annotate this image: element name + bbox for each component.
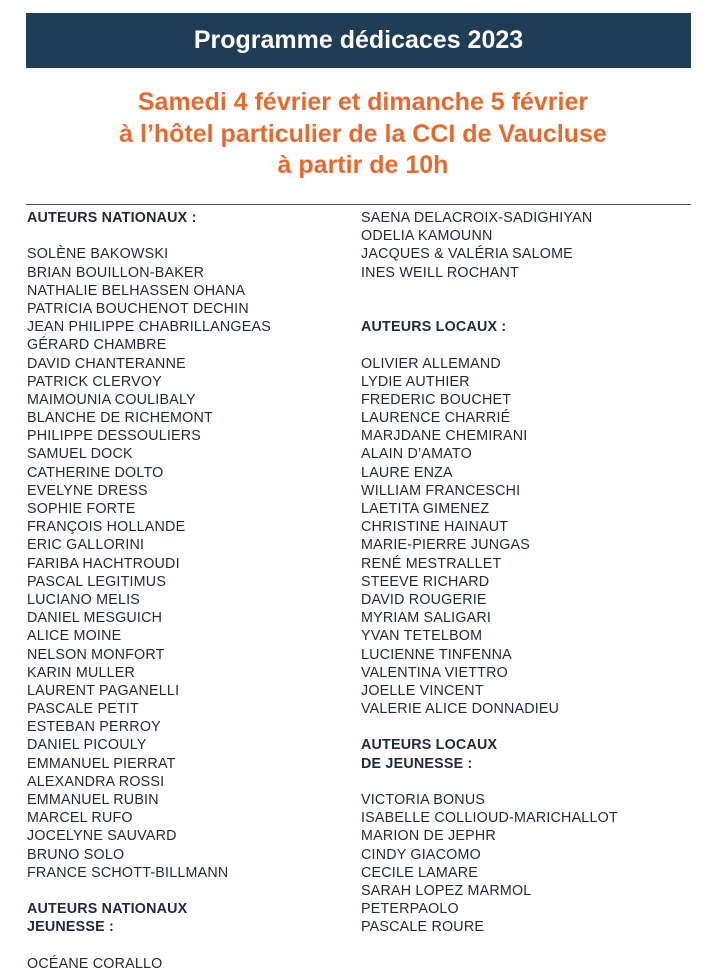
author-name: JOCELYNE SAUVARD bbox=[27, 828, 177, 845]
author-name: VALERIE ALICE DONNADIEU bbox=[361, 701, 560, 718]
author-name: PASCALE PETIT bbox=[27, 701, 139, 718]
section-heading-locaux-jeunesse-2: DE JEUNESSE : bbox=[361, 755, 473, 772]
author-name: JACQUES & VALÉRIA SALOME bbox=[361, 246, 573, 263]
author-name: ESTEBAN PERROY bbox=[27, 719, 161, 736]
author-name: VALENTINA VIETTRO bbox=[361, 664, 508, 681]
list-nationaux-jeunesse-left bbox=[27, 955, 271, 973]
author-name: STEEVE RICHARD bbox=[361, 573, 490, 590]
author-name: LUCIENNE TINFENNA bbox=[361, 646, 512, 663]
list-locaux bbox=[361, 355, 618, 719]
list-locaux-jeunesse bbox=[361, 791, 618, 937]
author-name: KARIN MULLER bbox=[27, 664, 136, 681]
author-name: CINDY GIACOMO bbox=[361, 846, 481, 863]
section-heading-locaux: AUTEURS LOCAUX : bbox=[361, 319, 507, 336]
author-name: LAURE ENZA bbox=[361, 464, 453, 481]
event-time: à partir de 10h bbox=[277, 151, 449, 179]
author-name: PASCAL LEGITIMUS bbox=[27, 573, 167, 590]
author-name: WILLIAM FRANCESCHI bbox=[361, 482, 521, 499]
author-name: SAMUEL DOCK bbox=[27, 446, 133, 463]
section-heading-nationaux-jeunesse-1: AUTEURS NATIONAUX bbox=[27, 901, 188, 918]
author-name: JEAN PHILIPPE CHABRILLANGEAS bbox=[27, 319, 271, 336]
author-name: ALEXANDRA ROSSI bbox=[27, 773, 165, 790]
author-name: SAENA DELACROIX-SADIGHIYAN bbox=[361, 210, 593, 226]
author-name: GÉRARD CHAMBRE bbox=[27, 337, 167, 354]
section-heading-locaux-jeunesse-1: AUTEURS LOCAUX bbox=[361, 737, 498, 754]
author-name: SOLÈNE BAKOWSKI bbox=[27, 246, 169, 263]
author-name: CHRISTINE HAINAUT bbox=[361, 519, 509, 536]
author-name: LAURENCE CHARRIÉ bbox=[361, 410, 511, 427]
author-name: FARIBA HACHTROUDI bbox=[27, 555, 180, 572]
author-name: PHILIPPE DESSOULIERS bbox=[27, 428, 202, 445]
author-name: BRUNO SOLO bbox=[27, 846, 125, 863]
author-name: MARION DE JEPHR bbox=[361, 828, 496, 845]
author-name: NATHALIE BELHASSEN OHANA bbox=[27, 282, 246, 299]
author-name: FREDERIC BOUCHET bbox=[361, 391, 512, 408]
program-title: Programme dédicaces 2023 bbox=[193, 26, 524, 54]
author-name: ERIC GALLORINI bbox=[27, 537, 145, 554]
author-name: VICTORIA BONUS bbox=[361, 792, 486, 808]
author-name: BLANCHE DE RICHEMONT bbox=[27, 410, 213, 427]
event-subtitle bbox=[0, 87, 726, 182]
author-name: DANIEL MESGUICH bbox=[27, 610, 163, 627]
author-name: LYDIE AUTHIER bbox=[361, 373, 470, 390]
author-name: INES WEILL ROCHANT bbox=[361, 264, 519, 281]
author-name: MYRIAM SALIGARI bbox=[361, 610, 492, 627]
author-name: BRIAN BOUILLON-BAKER bbox=[27, 264, 205, 281]
author-name: MARCEL RUFO bbox=[27, 810, 133, 827]
author-name: PETERPAOLO bbox=[361, 901, 459, 918]
list-nationaux bbox=[27, 245, 271, 882]
author-name: LAURENT PAGANELLI bbox=[27, 682, 180, 699]
author-name: CATHERINE DOLTO bbox=[27, 464, 164, 481]
author-name: CECILE LAMARE bbox=[361, 864, 479, 881]
author-name: NELSON MONFORT bbox=[27, 646, 165, 663]
author-name: OLIVIER ALLEMAND bbox=[361, 355, 501, 372]
author-name: EMMANUEL RUBIN bbox=[27, 792, 159, 808]
author-name: DAVID ROUGERIE bbox=[361, 591, 487, 608]
section-heading-nationaux: AUTEURS NATIONAUX : bbox=[27, 210, 197, 226]
author-name: ODELIA KAMOUNN bbox=[361, 228, 493, 245]
author-name: MARIE-PIERRE JUNGAS bbox=[361, 537, 531, 554]
left-column bbox=[27, 209, 271, 973]
author-name: FRANCE SCHOTT-BILLMANN bbox=[27, 864, 229, 881]
event-venue: à l’hôtel particulier de la CCI de Vaucluse bbox=[119, 119, 607, 148]
author-name: DANIEL PICOULY bbox=[27, 737, 147, 754]
author-name: PATRICK CLERVOY bbox=[27, 373, 162, 390]
section-heading-nationaux-jeunesse-2: JEUNESSE : bbox=[27, 919, 115, 936]
author-name: LAETITA GIMENEZ bbox=[361, 501, 490, 517]
author-name: SARAH LOPEZ MARMOL bbox=[361, 882, 532, 899]
author-name: SOPHIE FORTE bbox=[27, 501, 136, 517]
author-name: EVELYNE DRESS bbox=[27, 482, 148, 499]
list-nationaux-jeunesse-right bbox=[361, 209, 618, 282]
author-name: JOELLE VINCENT bbox=[361, 682, 484, 699]
author-name: EMMANUEL PIERRAT bbox=[27, 755, 176, 772]
author-name: PATRICIA BOUCHENOT DECHIN bbox=[27, 300, 249, 317]
author-name: OCÉANE CORALLO bbox=[27, 955, 163, 972]
author-name: RENÉ MESTRALLET bbox=[361, 555, 502, 572]
author-name: FRANÇOIS HOLLANDE bbox=[27, 519, 186, 536]
event-dates: Samedi 4 février et dimanche 5 février bbox=[137, 88, 589, 116]
author-name: YVAN TETELBOM bbox=[361, 628, 483, 645]
divider-line bbox=[26, 204, 691, 205]
author-name: ALAIN D’AMATO bbox=[361, 446, 472, 463]
author-name: ALICE MOINE bbox=[27, 628, 122, 645]
program-banner bbox=[26, 13, 691, 68]
author-name: MAIMOUNIA COULIBALY bbox=[27, 391, 196, 408]
author-name: PASCALE ROURE bbox=[361, 919, 485, 936]
author-name: DAVID CHANTERANNE bbox=[27, 355, 186, 372]
right-column bbox=[361, 209, 618, 937]
author-name: MARJDANE CHEMIRANI bbox=[361, 428, 528, 445]
author-name: LUCIANO MELIS bbox=[27, 591, 141, 608]
author-name: ISABELLE COLLIOUD-MARICHALLOT bbox=[361, 810, 618, 827]
